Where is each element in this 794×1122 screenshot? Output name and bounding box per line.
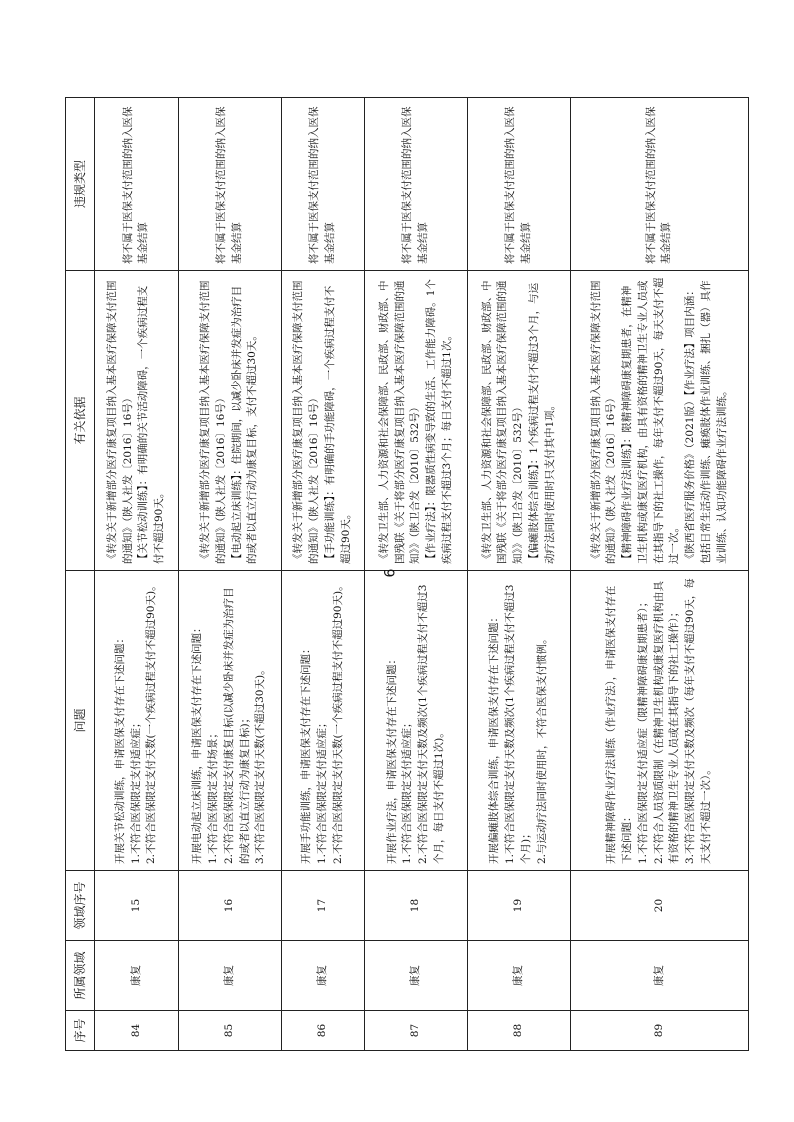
cell-basis-line: 《转发卫生部、人力资源和社会保障部、民政部、财政部、中国残联《关于将部分医疗康复项目纳入基本医疗保障范围的通知》》（陕卫合发〔2010〕532号） — [377, 280, 422, 564]
cell-basis-line: 【作业疗法】：限器质性病变导致的生活、工作能力障碍。1个疾病过程支付不超过3个月；每日支付不超过1次。 — [425, 279, 453, 564]
cell-field-seq: 16 — [178, 871, 281, 941]
rotated-table-container — [65, 98, 749, 1051]
cell-problem-line: 3.不符合医保限定支付天数及频次（每年支付不超过90天，每天支付不超过一次）。 — [684, 578, 712, 864]
cell-problem-line: 开展偏瘫肢体综合训练，申请医保支付存在下述问题： — [488, 612, 501, 864]
table-row — [95, 98, 179, 1051]
cell-problem-line: 1.不符合医保限定支付场景； — [207, 727, 220, 864]
cell-violation: 将不属于医保支付范围的纳入医保基金结算 — [178, 98, 281, 271]
table-row — [281, 98, 365, 1051]
header-violation: 违规类型 — [66, 98, 95, 271]
header-field: 所属领域 — [66, 941, 95, 1011]
cell-problem-line: 2.不符合医保限定支付天数(一个疾病过程支付不超过90天)。 — [145, 580, 158, 864]
cell-problem-line: 开展关节松动训练，申请医保支付存在下述问题： — [113, 633, 126, 864]
cell-violation: 将不属于医保支付范围的纳入医保基金结算 — [468, 98, 571, 271]
cell-field: 康复 — [570, 941, 748, 1011]
header-problem: 问题 — [66, 571, 95, 871]
cell-basis — [365, 271, 468, 571]
cell-seq: 85 — [178, 1011, 281, 1051]
cell-field-seq: 17 — [281, 871, 365, 941]
page-number: 6 — [382, 568, 399, 578]
cell-problem-line: 1.不符合医保限定支付适应症（限精神障碍康复期患者）； — [636, 596, 649, 864]
cell-problem-line: 开展电动起立床训练，申请医保支付存在下述问题： — [191, 622, 204, 864]
table-row — [570, 98, 748, 1051]
cell-violation: 将不属于医保支付范围的纳入医保基金结算 — [281, 98, 365, 271]
cell-basis — [178, 271, 281, 571]
cell-seq: 84 — [95, 1011, 179, 1051]
cell-problem — [281, 571, 365, 871]
cell-basis-line: 【偏瘫肢体综合训练】：1个疾病过程支付不超过3个月，与运动疗法同时使用时只支付其中1项。 — [527, 282, 556, 564]
cell-field: 康复 — [468, 941, 571, 1011]
table-row — [365, 98, 468, 1051]
cell-problem-line: 1.不符合医保限定支付适应症； — [316, 717, 329, 864]
cell-basis — [95, 271, 179, 571]
cell-field-seq: 20 — [570, 871, 748, 941]
cell-problem-line: 开展作业疗法，申请医保支付存在下述问题： — [385, 654, 398, 864]
header-basis: 有关依据 — [66, 271, 95, 571]
cell-problem-line: 2.不符合医保限定支付天数及频次(1个疾病过程支付不超过3个月，每日支付不超过1次)。 — [417, 584, 445, 864]
cell-seq: 88 — [468, 1011, 571, 1051]
cell-basis — [570, 271, 748, 571]
cell-field: 康复 — [365, 941, 468, 1011]
cell-problem-line: 2.不符合医保限定支付康复目标(以减少卧床并发症为治疗目的或者以直立行动为康复目标)； — [222, 587, 251, 864]
cell-violation: 将不属于医保支付范围的纳入医保基金结算 — [570, 98, 748, 271]
table-header-row — [66, 98, 95, 1051]
cell-field: 康复 — [281, 941, 365, 1011]
cell-basis-line: 《转发关于新增部分医疗康复项目纳入基本医疗保障支付范围的通知》（陕人社发〔2016〕16号） — [292, 280, 321, 564]
cell-problem — [365, 568, 468, 871]
cell-basis — [468, 271, 571, 571]
cell-basis-line: 【电动起立床训练】：住院期间，以减少卧床并发症为治疗目的或者以直立行动为康复目标，支付不超过30天。 — [230, 285, 259, 564]
cell-seq: 89 — [570, 1011, 748, 1051]
header-field-seq: 领域序号 — [66, 871, 95, 941]
cell-problem — [95, 571, 179, 871]
cell-problem — [570, 571, 748, 871]
cell-problem-line: 开展精神障碍作业疗法训练（作业疗法），申请医保支付存在下述问题： — [605, 585, 634, 864]
cell-field-seq: 18 — [365, 871, 468, 941]
cell-problem-line: 2.不符合医保限定支付天数(一个疾病过程支付不超过90天)。 — [331, 580, 344, 864]
cell-violation: 将不属于医保支付范围的纳入医保基金结算 — [365, 98, 468, 271]
cell-field: 康复 — [178, 941, 281, 1011]
cell-problem-line: 3.不符合医保限定支付天数(不超过30天)。 — [254, 664, 267, 864]
cell-basis-line: 【关节松动训练】：有明确的关节活动障碍，一个疾病过程支付不超过90天。 — [137, 285, 166, 564]
cell-basis-line: 《转发关于新增部分医疗康复项目纳入基本医疗保障支付范围的通知》（陕人社发〔2016〕16号） — [105, 280, 134, 564]
cell-seq: 87 — [365, 1011, 468, 1051]
cell-basis-line: 《转发关于新增部分医疗康复项目纳入基本医疗保障支付范围的通知》（陕人社发〔2016〕16号） — [199, 280, 227, 564]
table-row — [178, 98, 281, 1051]
cell-field-seq: 15 — [95, 871, 179, 941]
cell-problem-line: 1.不符合医保限定支付天数及频次(1个疾病过程支付不超过3个月)； — [504, 584, 532, 864]
cell-problem-line: 2.与运动疗法同时使用时，不符合医保支付惯例。 — [535, 633, 548, 864]
cell-basis-line: 《转发卫生部、人力资源和社会保障部、民政部、财政部、中国残联《关于将部分医疗康复项目纳入基本医疗保障范围的通知》》（陕卫合发〔2010〕532号） — [480, 280, 525, 564]
cell-problem-line: 1.不符合医保限定支付适应症； — [129, 717, 142, 864]
cell-basis-line: 【手功能训练】：有明确的手功能障碍，一个疾病过程支付不超过90天。 — [323, 285, 352, 564]
cell-problem-line: 2.不符合人员资质限制（在精神卫生机构或康复医疗机构由具有资格的精神卫生专业人员或在其指导下的社工操作）； — [652, 580, 681, 864]
cell-violation: 将不属于医保支付范围的纳入医保基金结算 — [95, 98, 179, 271]
cell-basis — [281, 271, 365, 571]
cell-basis-line: 【精神障碍作业疗法训练】：限精神障碍康复期患者，在精神卫生机构或康复医疗机构，由具有资格的精神卫生专业人员或在其指导下的社工操作，每年支付不超过90天，每天支付不超过一次。 — [621, 277, 681, 564]
cell-problem-line: 1.不符合医保限定支付适应症； — [401, 717, 414, 864]
cell-problem-line: 开展手功能训练，申请医保支付存在下述问题： — [300, 643, 313, 864]
cell-problem — [468, 571, 571, 871]
table-row — [468, 98, 571, 1051]
header-seq: 序号 — [66, 1011, 95, 1051]
violation-table — [65, 97, 749, 1051]
cell-field-seq: 19 — [468, 871, 571, 941]
cell-basis-line: 《转发关于新增部分医疗康复项目纳入基本医疗保障支付范围的通知》（陕人社发〔2016〕16号） — [589, 280, 618, 564]
cell-field: 康复 — [95, 941, 179, 1011]
cell-problem — [178, 571, 281, 871]
cell-seq: 86 — [281, 1011, 365, 1051]
cell-basis-line: 《陕西省医疗服务价格》（2021版）【作业疗法】项目内涵：包括日常生活动作训练、瘫痪肢体作业训练、捆扎（器）具作业训练、认知功能障碍作业疗法训练。 — [684, 280, 728, 564]
